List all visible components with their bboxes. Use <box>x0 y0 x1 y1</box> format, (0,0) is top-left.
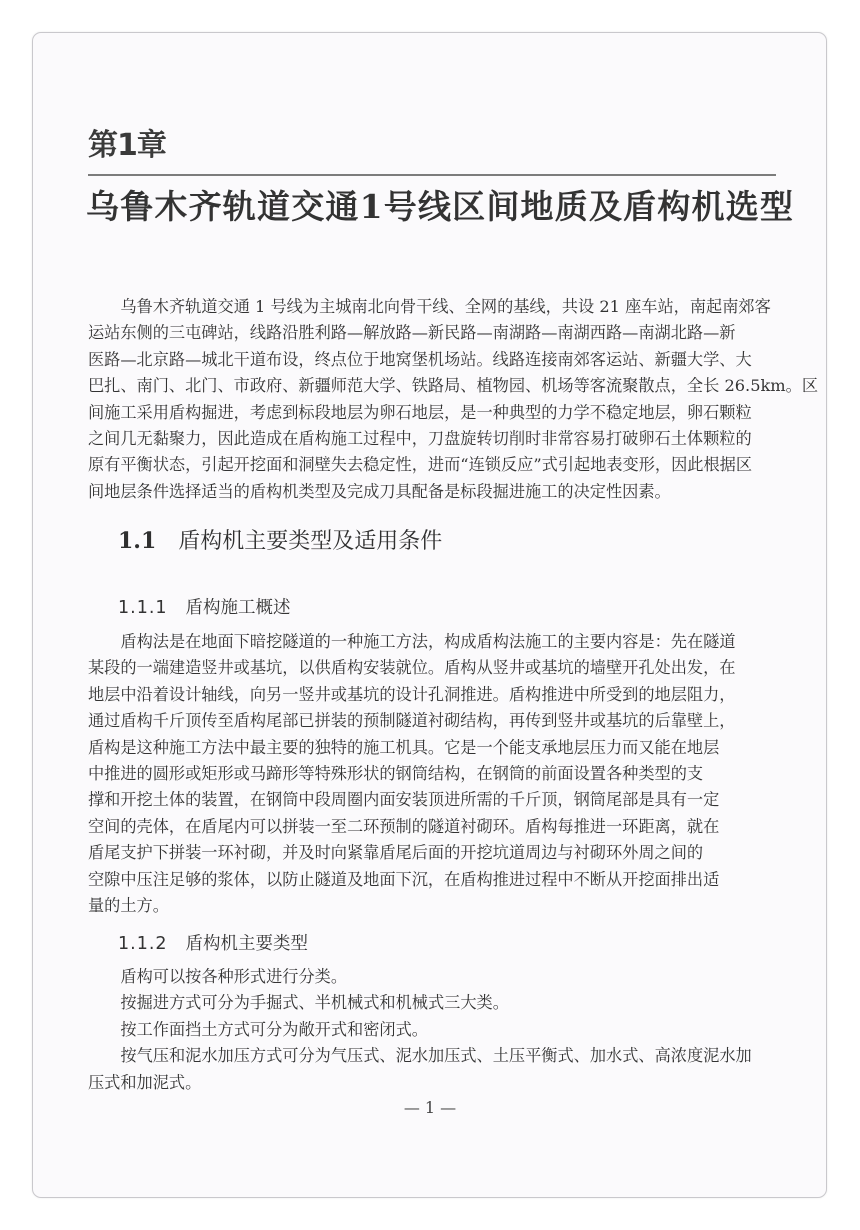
text-line: 空间的壳体，在盾尾内可以拼装一至二环预制的隧道衬砌环。盾构每推进一环距离，就在 <box>88 816 720 836</box>
text-line: 空隙中压注足够的浆体，以防止隧道及地面下沉，在盾构推进过程中不断从开挖面排出适 <box>88 869 720 889</box>
text-line: 巴扎、南门、北门、市政府、新疆师范大学、铁路局、植物园、机场等客流聚散点，全长 26.5km。区 <box>88 376 819 396</box>
text-line: 通过盾构千斤顶传至盾构尾部已拼装的预制隧道衬砌结构，再传到竖井或基坑的后靠壁上， <box>88 711 736 731</box>
text-line: 间施工采用盾构掘进，考虑到标段地层为卵石地层，是一种典型的力学不稳定地层，卵石颗粒 <box>88 402 752 422</box>
section-heading-1-1-1 <box>118 594 291 619</box>
text-line: 按气压和泥水加压方式可分为气压式、泥水加压式、土压平衡式、加水式、高浓度泥水加 <box>120 1046 752 1066</box>
text-line: 间地层条件选择适当的盾构机类型及完成刀具配备是标段掘进施工的决定性因素。 <box>88 481 671 501</box>
text-line: 乌鲁木齐轨道交通 1 号线为主城南北向骨干线、全网的基线，共设 21 座车站，南起南郊客 <box>120 297 771 316</box>
section-number: 1.1.2 <box>118 934 168 954</box>
section-1-1-2-paragraph <box>88 964 778 1096</box>
text-line: 某段的一端建造竖井或基坑，以供盾构安装就位。盾构从竖井或基坑的墙壁开孔处出发，在 <box>88 658 736 678</box>
text-line: 压式和加泥式。 <box>88 1072 202 1092</box>
section-number: 1.1.1 <box>118 598 168 618</box>
text-line: 量的土方。 <box>88 896 169 916</box>
text-line: 医路—北京路—城北干道布设，终点位于地窝堡机场站。线路连接南郊客运站、新疆大学、大 <box>88 349 752 369</box>
text-line: 盾构可以按各种形式进行分类。 <box>120 967 348 986</box>
text-line: 按掘进方式可分为手掘式、半机械式和机械式三大类。 <box>120 993 509 1013</box>
text-line: 按工作面挡土方式可分为敞开式和密闭式。 <box>120 1019 428 1039</box>
text-line: 之间几无黏聚力，因此造成在盾构施工过程中，刀盘旋转切削时非常容易打破卵石土体颗粒的 <box>88 429 752 449</box>
section-heading-1-1 <box>118 524 442 555</box>
text-line: 中推进的圆形或矩形或马蹄形等特殊形状的钢筒结构，在钢筒的前面设置各种类型的支 <box>88 764 704 784</box>
intro-paragraph <box>88 294 819 505</box>
text-line: 地层中沿着设计轴线，向另一竖井或基坑的设计孔洞推进。盾构推进中所受到的地层阻力， <box>88 684 736 704</box>
section-title: 盾构机主要类型 <box>185 934 309 954</box>
chapter-divider <box>88 174 776 176</box>
section-number: 1.1 <box>118 528 157 554</box>
page-number: — 1 — <box>403 1098 457 1117</box>
text-line: 盾构法是在地面下暗挖隧道的一种施工方法，构成盾构法施工的主要内容是：先在隧道 <box>120 632 736 651</box>
section-title: 盾构机主要类型及适用条件 <box>178 529 443 554</box>
text-line: 盾构是这种施工方法中最主要的独特的施工机具。它是一个能支承地层压力而又能在地层 <box>88 737 720 757</box>
chapter-label: 第1章 <box>88 128 166 163</box>
section-heading-1-1-2 <box>118 930 308 955</box>
chapter-title: 乌鲁木齐轨道交通1号线区间地质及盾构机选型 <box>86 187 795 226</box>
section-1-1-1-paragraph <box>88 629 778 919</box>
text-line: 运站东侧的三屯碑站，线路沿胜利路—解放路—新民路—南湖路—南湖西路—南湖北路—新 <box>88 323 736 343</box>
text-line: 原有平衡状态，引起开挖面和洞壁失去稳定性，进而“连锁反应”式引起地表变形，因此根据区 <box>88 455 753 475</box>
section-title: 盾构施工概述 <box>185 598 291 618</box>
text-line: 撑和开挖土体的装置，在钢筒中段周圈内面安装顶进所需的千斤顶，钢筒尾部是具有一定 <box>88 790 720 810</box>
text-line: 盾尾支护下拼装一环衬砌，并及时向紧靠盾尾后面的开挖坑道周边与衬砌环外周之间的 <box>88 843 704 863</box>
